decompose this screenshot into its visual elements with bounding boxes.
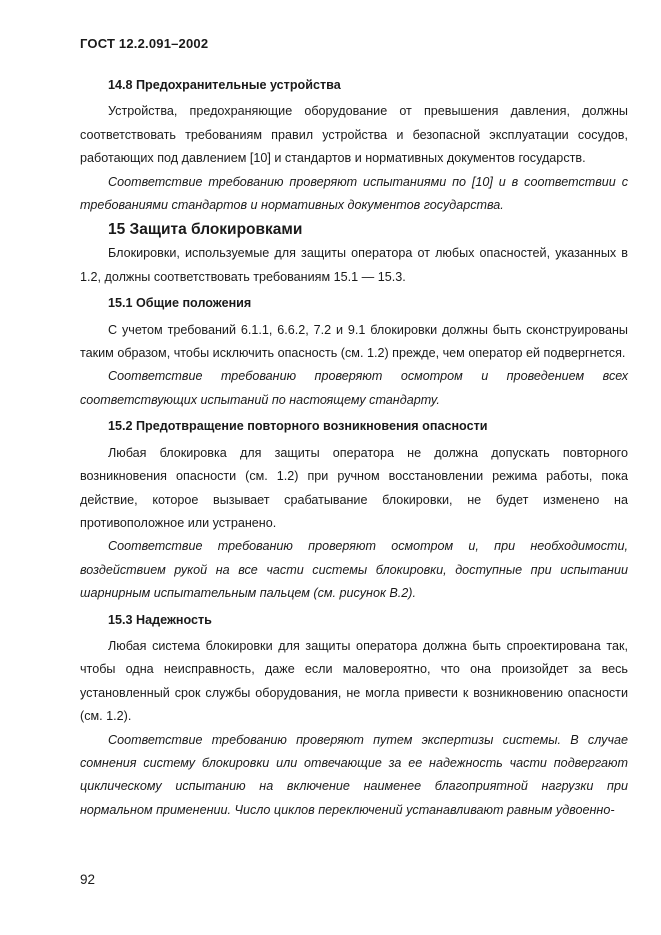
section-heading-14-8: 14.8 Предохранительные устройства [108,78,341,92]
section-heading-15: 15 Защита блокировками [108,221,303,239]
document-body [80,74,628,822]
section-heading-15-2: 15.2 Предотвращение повторного возникновения опасности [108,419,488,434]
paragraph-italic: Соответствие требованию проверяют испытаниями по [10] и в соответствии с требованиями стандартов и нормативных документов государства. [80,174,628,213]
paragraph: Любая блокировка для защиты оператора не должна допускать повторного возникновения опасности (см. 1.2) при ручном восстановлении режима работы, пока действие, которое вызывает срабатывание блокировки, не будет изменено на противоположное или устранено. [80,445,628,530]
section-heading-15-1: 15.1 Общие положения [108,296,252,311]
paragraph: Любая система блокировки для защиты оператора должна быть спроектирована так, чтобы одна неисправность, даже если маловероятно, что она произойдет за весь установленный срок службы оборудования, не могла привести к возникновению опасности (см. 1.2). [80,638,628,724]
paragraph-italic: Соответствие требованию проверяют путем экспертизы системы. В случае сомнения систему блокировки или отвечающие за ее надежность части подвергают циклическому испытанию на включение наименее благоприятной нагрузки при нормальном применении. Число циклов переключений устанавливают равным удвоенно- [80,732,628,817]
page-number: 92 [80,872,96,887]
paragraph: Устройства, предохраняющие оборудование от превышения давления, должны соответствовать требованиям правил устройства и безопасной эксплуатации сосудов, работающих под давлением [10] и стандартов и нормативных документов государств. [80,104,628,166]
paragraph: С учетом требований 6.1.1, 6.6.2, 7.2 и 9.1 блокировки должны быть сконструированы таким образом, чтобы исключить опасность (см. 1.2) прежде, чем оператор ей подвергнется. [80,322,628,361]
document-header: ГОСТ 12.2.091–2002 [80,36,209,51]
section-heading-15-3: 15.3 Надежность [108,612,212,627]
paragraph: Блокировки, используемые для защиты оператора от любых опасностей, указанных в 1.2, должны соответствовать требованиям 15.1 — 15.3. [80,246,628,284]
paragraph-italic: Соответствие требованию проверяют осмотром и, при необходимости, воздействием рукой на все части системы блокировки, доступные при испытании шарнирным испытательным пальцем (см. рисунок В.2). [80,539,628,601]
paragraph-italic: Соответствие требованию проверяют осмотром и проведением всех соответствующих испытаний по настоящему стандарту. [80,369,628,407]
